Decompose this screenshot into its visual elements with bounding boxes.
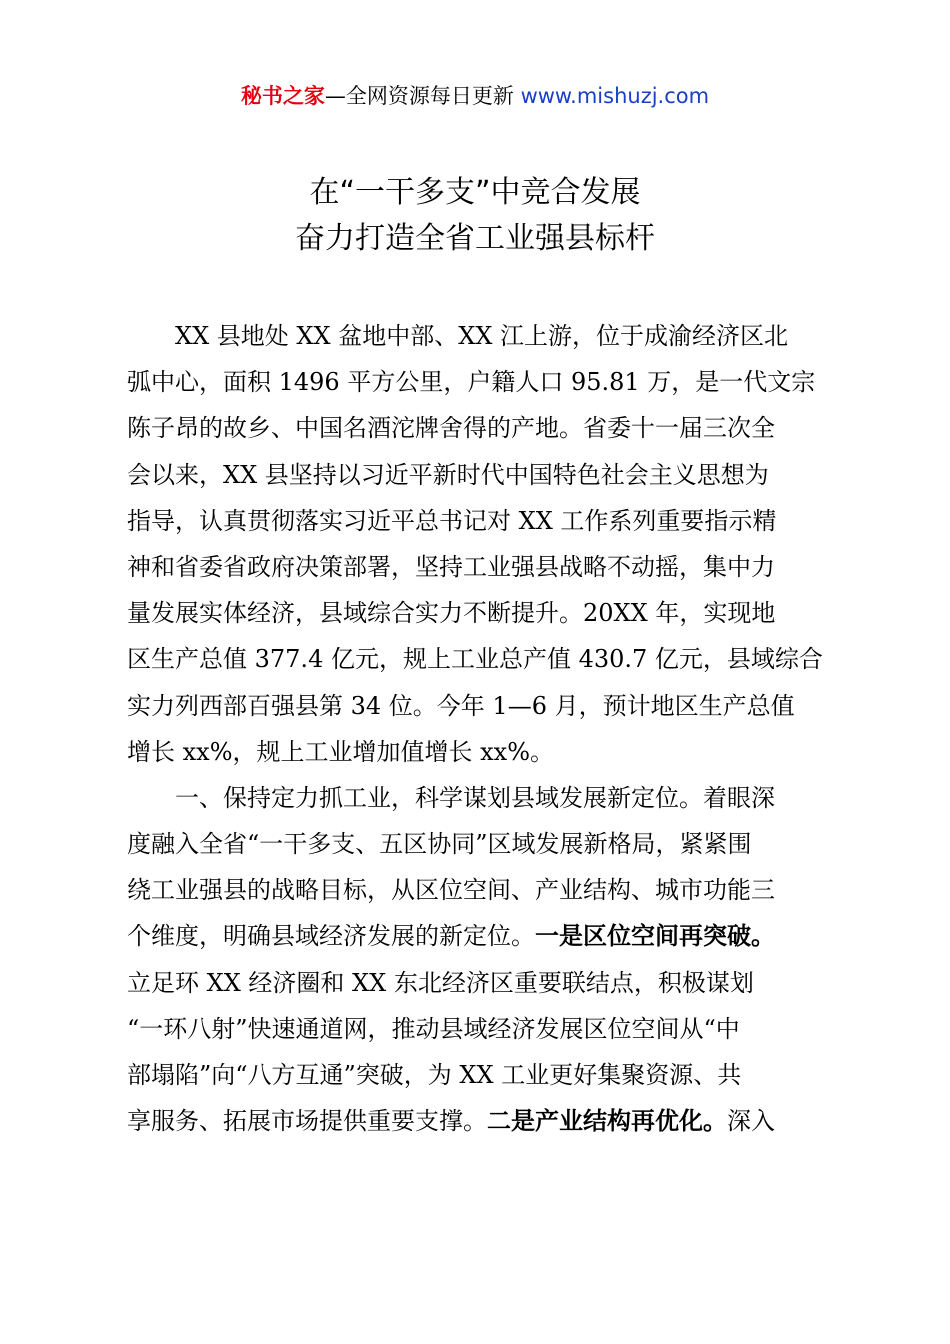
title-line-1: 在“一干多支”中竞合发展: [309, 175, 641, 210]
paragraph-text: 深入: [727, 1107, 775, 1136]
title-line-2: 奋力打造全省工业强县标杆: [295, 221, 655, 256]
paragraph-line: 弧中心，面积 1496 平方公里，户籍人口 95.81 万，是一代文宗: [127, 368, 816, 397]
paragraph-line: 实力列西部百强县第 34 位。今年 1—6 月，预计地区生产总值: [127, 691, 795, 720]
site-url-link[interactable]: www.mishuzj.com: [520, 84, 710, 108]
paragraph-line: 立足环 XX 经济圈和 XX 东北经济区重要联结点，积极谋划: [127, 968, 754, 997]
paragraph-line: [127, 1098, 833, 1144]
paragraph-line: 部塌陷”向“八方互通”突破，为 XX 工业更好集聚资源、共: [127, 1061, 742, 1089]
paragraph-line: 陈子昂的故乡、中国名酒沱牌舍得的产地。省委十一届三次全: [127, 414, 775, 443]
paragraph-line: 量发展实体经济，县域综合实力不断提升。20XX 年，实现地: [127, 599, 776, 628]
paragraph-line: “一环八射”快速通道网，推动县域经济发展区位空间从“中: [127, 1014, 740, 1043]
site-slogan: —全网资源每日更新: [324, 84, 521, 108]
paragraph-line: 一、保持定力抓工业，科学谋划县域发展新定位。着眼深: [175, 783, 775, 812]
bold-heading: 二是产业结构再优化。: [487, 1107, 727, 1136]
paragraph-text: 个维度，明确县域经济发展的新定位。: [127, 922, 535, 951]
document-body: [127, 313, 833, 1144]
bold-heading: 一是区位空间再突破。: [535, 922, 775, 951]
paragraph-line: 绕工业强县的战略目标，从区位空间、产业结构、城市功能三: [127, 876, 775, 905]
site-header: [0, 80, 950, 112]
paragraph-line: 度融入全省“一干多支、五区协同”区域发展新格局，紧紧围: [127, 830, 752, 859]
paragraph-line: 神和省委省政府决策部署，坚持工业强县战略不动摇，集中力: [127, 552, 775, 581]
paragraph-line: 增长 xx%，规上工业增加值增长 xx%。: [127, 737, 555, 766]
paragraph-text: 享服务、拓展市场提供重要支撑。: [127, 1107, 487, 1136]
paragraph-line: 区生产总值 377.4 亿元，规上工业总产值 430.7 亿元，县域综合: [127, 645, 823, 674]
paragraph-line: [127, 913, 833, 959]
paragraph-line: 会以来，XX 县坚持以习近平新时代中国特色社会主义思想为: [127, 460, 769, 489]
paragraph-line: XX 县地处 XX 盆地中部、XX 江上游，位于成渝经济区北: [175, 322, 789, 350]
document-title: [0, 170, 950, 262]
site-brand: 秘书之家: [240, 84, 325, 108]
paragraph-line: 指导，认真贯彻落实习近平总书记对 XX 工作系列重要指示精: [127, 506, 777, 535]
